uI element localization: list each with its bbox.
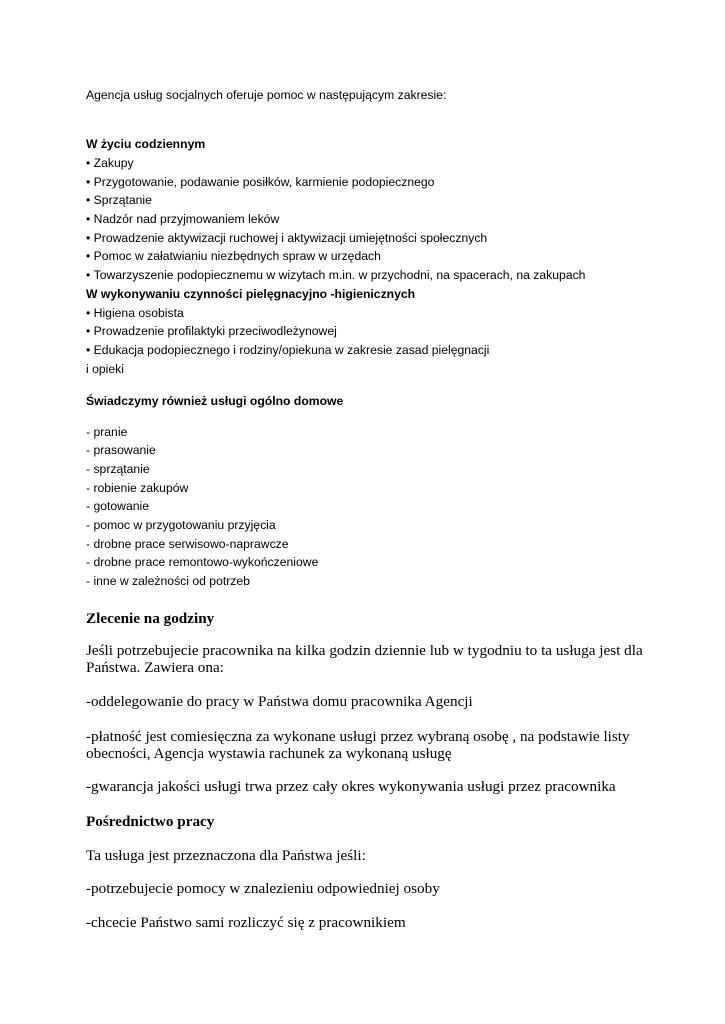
daily-life-item: • Prowadzenie aktywizacji ruchowej i aktywizacji umiejętności społecznych xyxy=(86,232,487,244)
household-item: - robienie zakupów xyxy=(86,481,189,495)
daily-life-heading: W życiu codziennym xyxy=(86,137,206,151)
brokerage-heading: Pośrednictwo pracy xyxy=(86,813,215,830)
care-item: • Higiena osobista xyxy=(86,307,184,319)
household-item: - drobne prace remontowo-wykończeniowe xyxy=(86,555,319,569)
daily-life-item: • Towarzyszenie podopiecznemu w wizytach m.in. w przychodni, na spacerach, na zakupach xyxy=(86,269,585,281)
hourly-point: -płatność jest comiesięczna za wykonane usługi przez wybraną osobę , na podstawie listy xyxy=(86,728,630,745)
hourly-point: -gwarancja jakości usługi trwa przez cały okres wykonywania usługi przez pracownika xyxy=(86,778,616,795)
household-item: - drobne prace serwisowo-naprawcze xyxy=(86,537,289,551)
hourly-para-line: Jeśli potrzebujecie pracownika na kilka godzin dziennie lub w tygodniu to ta usługa jest dla xyxy=(86,642,643,659)
brokerage-point: -potrzebujecie pomocy w znalezieniu odpowiedniej osoby xyxy=(86,880,440,897)
care-item-continuation: i opieki xyxy=(86,362,124,376)
household-item: - sprzątanie xyxy=(86,462,150,476)
household-item: - inne w zależności od potrzeb xyxy=(86,574,250,588)
household-item: - gotowanie xyxy=(86,499,150,513)
care-heading: W wykonywaniu czynności pielęgnacyjno -higienicznych xyxy=(86,287,416,301)
household-item: - pomoc w przygotowaniu przyjęcia xyxy=(86,518,276,532)
daily-life-item: • Zakupy xyxy=(86,157,134,169)
household-heading: Świadczymy również usługi ogólno domowe xyxy=(86,394,344,408)
household-item: - pranie xyxy=(86,425,128,439)
care-item: • Prowadzenie profilaktyki przeciwodleżynowej xyxy=(86,325,337,337)
brokerage-point: -chcecie Państwo sami rozliczyć się z pracownikiem xyxy=(86,914,406,931)
daily-life-item: • Pomoc w załatwianiu niezbędnych spraw w urzędach xyxy=(86,250,381,262)
hourly-point: -oddelegowanie do pracy w Państwa domu pracownika Agencji xyxy=(86,693,473,710)
household-item: - prasowanie xyxy=(86,443,156,457)
hourly-heading: Zlecenie na godziny xyxy=(86,610,215,627)
hourly-para-line: Państwa. Zawiera ona: xyxy=(86,659,224,676)
care-item: • Edukacja podopiecznego i rodziny/opiekuna w zakresie zasad pielęgnacji xyxy=(86,344,489,356)
daily-life-item: • Przygotowanie, podawanie posiłków, karmienie podopiecznego xyxy=(86,176,434,188)
daily-life-item: • Sprzątanie xyxy=(86,194,152,206)
daily-life-item: • Nadzór nad przyjmowaniem leków xyxy=(86,213,279,225)
intro-text: Agencja usług socjalnych oferuje pomoc w następującym zakresie: xyxy=(86,88,447,102)
brokerage-intro: Ta usługa jest przeznaczona dla Państwa jeśli: xyxy=(86,847,366,864)
hourly-point-continuation: obecności, Agencja wystawia rachunek za wykonaną usługę xyxy=(86,745,452,762)
